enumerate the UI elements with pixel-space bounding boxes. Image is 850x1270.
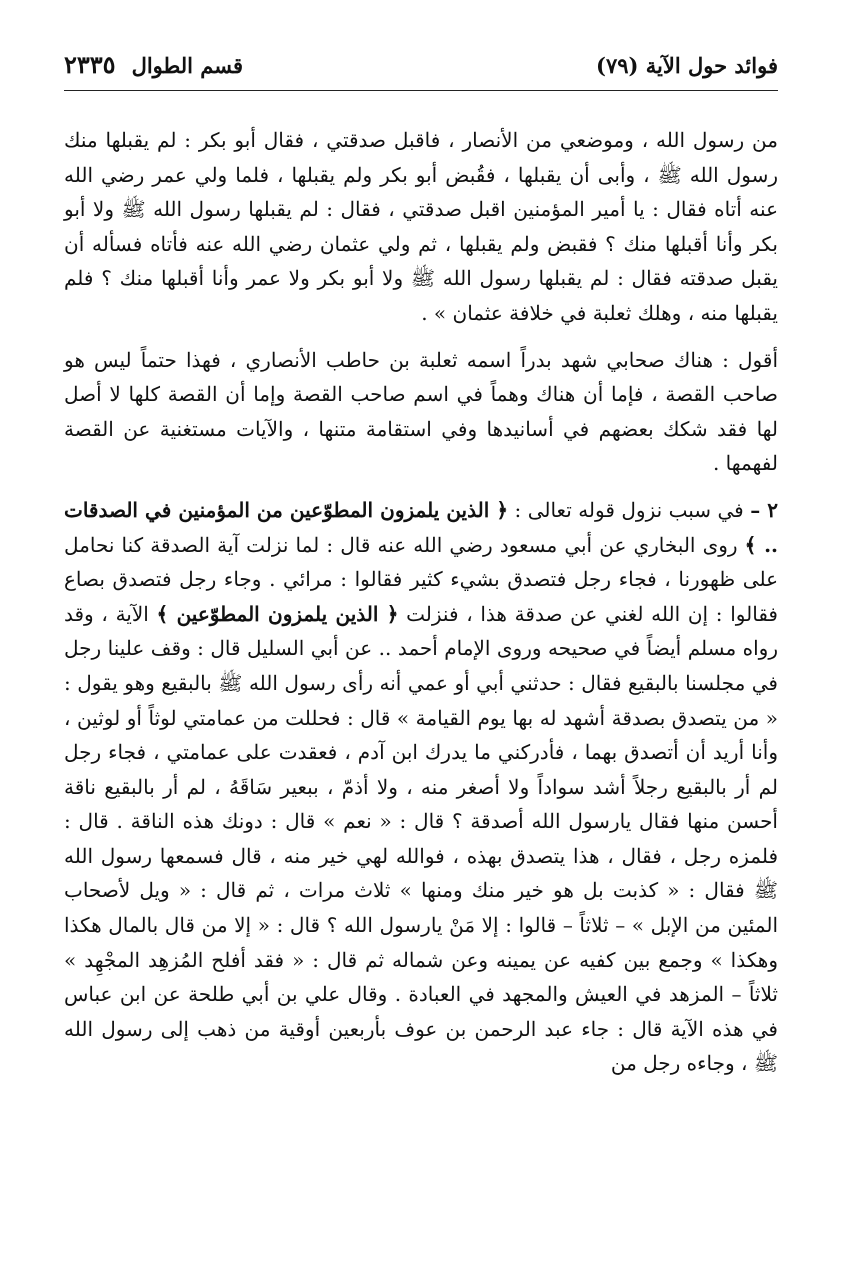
paragraph-text: في سبب نزول قوله تعالى : xyxy=(508,497,751,522)
section-title: قسم الطوال xyxy=(131,53,244,78)
paragraph-text: الآية ، وقد رواه مسلم أيضاً في صحيحه وروى الإمام أحمد .. عن أبي السليل قال : وقف علينا رجل في مجلسنا بالبقيع فقال : حدثني أبي أو عمي أنه رأى رسول الله ﷺ بالبقيع وهو يقول : « من يتصدق بصدقة أشهد له بها يوم القيامة » قال : فحللت من عمامتي لوثاً أو لوثين ، وأنا أريد أن أتصدق بهما ، فأدركني ما يدرك ابن آدم ، فعقدت على عمامتي ، فجاء رجل لم أر بالبقيع رجلاً أشد سواداً ولا أصغر منه ، ولا أذمّ ، ببعير سَاقَهُ ، لم أر بالبقيع ناقة أحسن منها فقال يارسول الله أصدقة ؟ قال : « نعم » قال : دونك هذه الناقة . قال : فلمزه رجل ، فقال ، هذا يتصدق بهذه ، فوالله لهي خير منه ، قال فسمعها رسول الله ﷺ فقال : « كذبت بل هو خير منك ومنها » ثلاث مرات ، ثم قال : « ويل لأصحاب المئين من الإبل » – ثلاثاً – قالوا : إلا مَنْ يارسول الله ؟ قال : « إلا من قال بالمال هكذا وهكذا » وجمع بين كفيه عن يمينه وعن شماله ثم قال : « فقد أفلح المُزهِد المجْهِد » ثلاثاً – المزهد في العيش والمجهد في العبادة . وقال علي بن أبي طلحة عن ابن عباس في هذه الآية قال : جاء عبد الرحمن بن عوف بأربعين أوقية من ذهب إلى رسول الله ﷺ ، وجاءه رجل من xyxy=(64,601,779,1076)
paragraph-revelation-cause xyxy=(64,493,778,1081)
quran-quote: ﴿ الذين يلمزون المطوّعين من المؤمنين في الصدقات .. ﴾ xyxy=(64,497,779,557)
chapter-title: فوائد حول الآية (٧٩) xyxy=(596,53,778,78)
page-number: ٢٣٣٥ xyxy=(64,50,116,79)
paragraph-author-comment: أقول : هناك صحابي شهد بدراً اسمه ثعلبة بن حاطب الأنصاري ، فهذا حتماً ليس هو صاحب القصة ، فإما أن هناك وهماً في اسم صاحب القصة وإما أن القصة كلها لا أصل لها فقد شكك بعضهم في أسانيدها وفي استقامة متنها ، والآيات مستغنية عن القصة لفهمها . xyxy=(64,347,778,476)
paragraph-text: روى البخاري عن أبي مسعود رضي الله عنه قال : لما نزلت آية الصدقة كنا نحامل على ظهورنا ، فجاء رجل فتصدق بشيء كثير فقالوا : مرائي . وجاء رجل فتصدق بصاع فقالوا : إن الله لغني عن صدقة هذا ، فنزلت xyxy=(64,532,778,626)
quran-quote: ﴿ الذين يلمزون المطوّعين ﴾ xyxy=(156,601,399,626)
running-header xyxy=(64,50,778,91)
page-body xyxy=(64,123,778,1081)
header-left-group xyxy=(64,50,243,79)
point-number: ٢ – xyxy=(750,497,778,522)
paragraph-story-continuation: من رسول الله ، وموضعي من الأنصار ، فاقبل صدقتي ، فقال أبو بكر : لم يقبلها منك رسول الله ﷺ ، وأبى أن يقبلها ، فقُبض أبو بكر ولم يقبلها ، فلما ولي عمر رضي الله عنه أتاه فقال : يا أمير المؤمنين اقبل صدقتي ، فقال : لم يقبلها رسول الله ﷺ ولا أبو بكر وأنا أقبلها منك ؟ فقبض ولم يقبلها ، ثم ولي عثمان رضي الله عنه فأتاه فسأله أن يقبل صدقته فقال : لم يقبلها رسول الله ﷺ ولا أبو بكر ولا عمر وأنا أقبلها منك ؟ فلم يقبلها منه ، وهلك ثعلبة في خلافة عثمان » . xyxy=(64,128,778,325)
